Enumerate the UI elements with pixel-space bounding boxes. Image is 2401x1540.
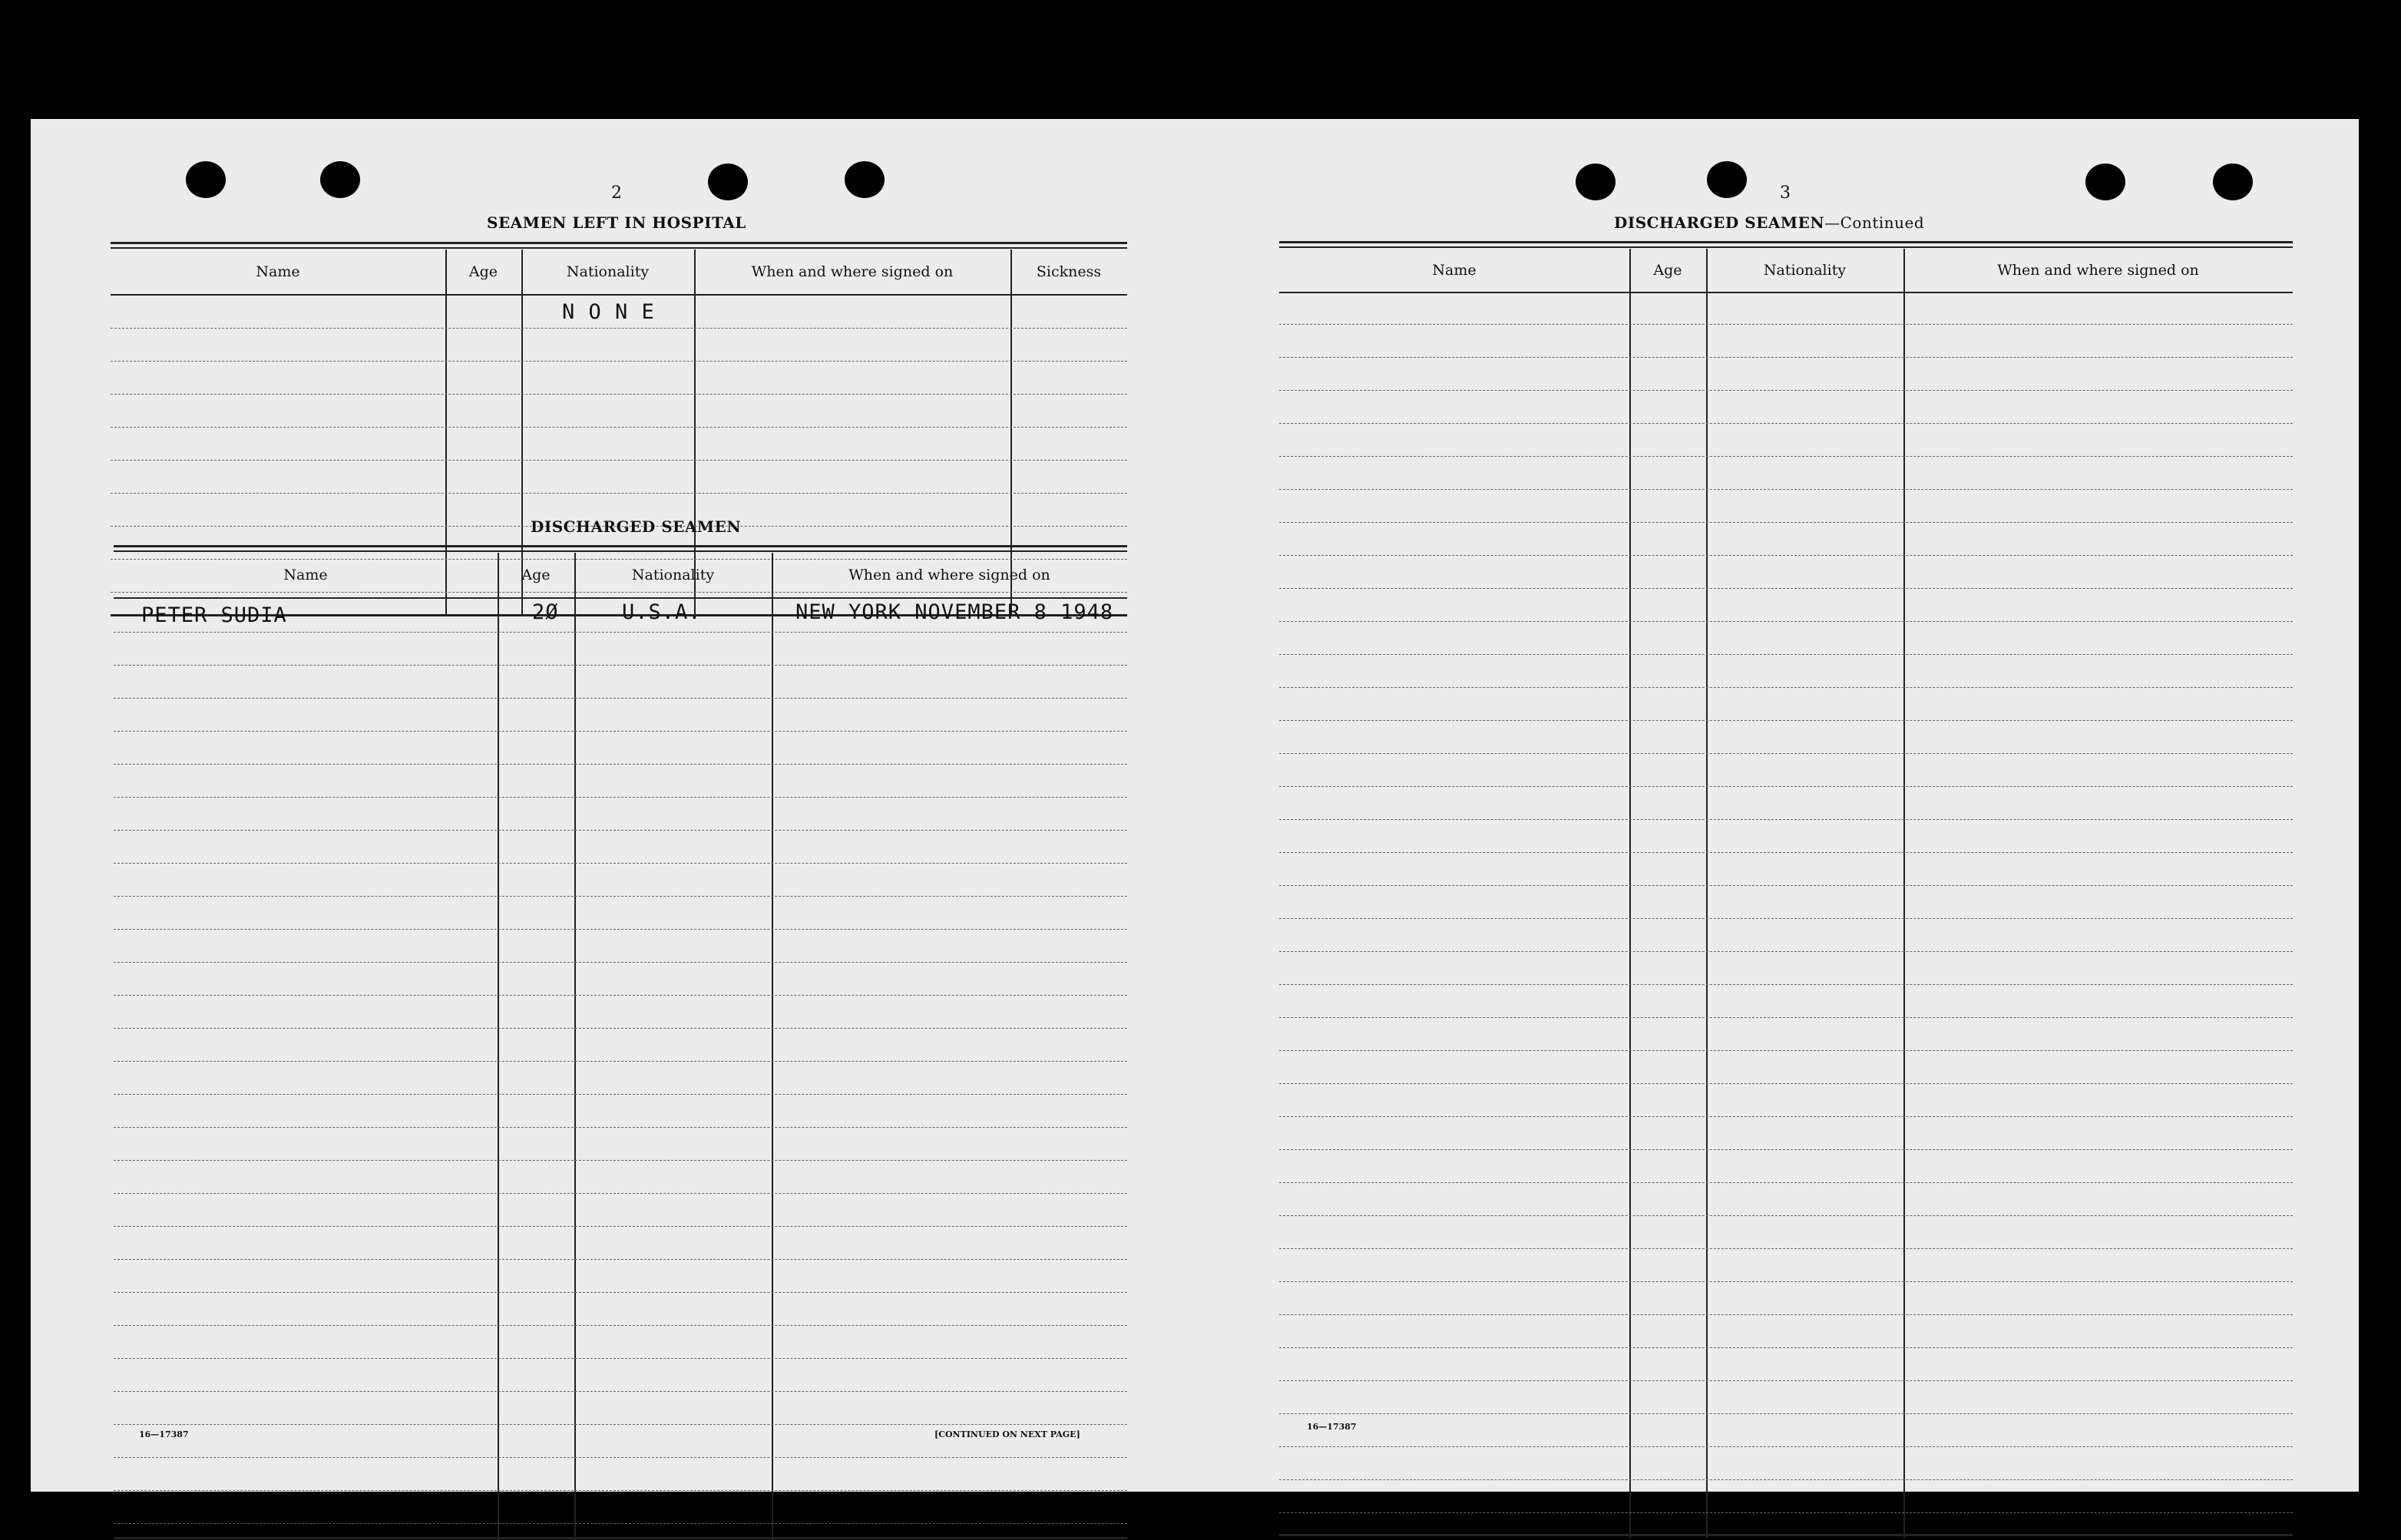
table-row — [114, 665, 1127, 666]
table-row — [111, 493, 1127, 494]
table-row — [1279, 1215, 2293, 1216]
table-row — [114, 1523, 1127, 1524]
table-row — [1279, 1050, 2293, 1051]
table-row — [1279, 588, 2293, 589]
table-row — [1279, 1149, 2293, 1150]
document-sheet — [31, 119, 2359, 1492]
col-header-age: Age — [468, 263, 498, 280]
table-row — [114, 797, 1127, 798]
table-row — [1279, 1479, 2293, 1480]
table-row — [114, 830, 1127, 831]
table-row — [111, 460, 1127, 461]
punch-hole — [1707, 161, 1747, 198]
form-number-right: 16—17387 — [1307, 1422, 1357, 1432]
table-row — [114, 1292, 1127, 1293]
table-row — [114, 896, 1127, 897]
seaman-age: 2Ø — [532, 600, 559, 624]
table-row — [1279, 819, 2293, 820]
table-row — [1279, 1314, 2293, 1315]
table-row — [1279, 687, 2293, 688]
col-header-name: Name — [1432, 262, 1477, 279]
table-row — [114, 929, 1127, 930]
col-header-age: Age — [521, 567, 551, 583]
col-header-signed-on: When and where signed on — [1997, 262, 2199, 279]
col-header-nationality: Nationality — [1763, 262, 1847, 279]
table-row — [1279, 1446, 2293, 1447]
table-row — [1279, 1512, 2293, 1513]
discharged-title: DISCHARGED SEAMEN — [531, 517, 742, 536]
table-row — [114, 698, 1127, 699]
table-row — [114, 1391, 1127, 1392]
table-row — [1279, 423, 2293, 424]
table-row — [1279, 489, 2293, 490]
table-row — [114, 1457, 1127, 1458]
col-header-signed-on: When and where signed on — [751, 263, 954, 280]
discharged-title-continued: —Continued — [1824, 213, 1925, 232]
table-row — [1279, 1116, 2293, 1117]
col-header-name: Name — [283, 567, 328, 583]
table-row — [1279, 1248, 2293, 1249]
table-row — [1279, 390, 2293, 391]
table-row — [114, 1127, 1127, 1128]
punch-hole — [186, 161, 226, 198]
table-row — [114, 1028, 1127, 1029]
table-row — [1279, 1281, 2293, 1282]
discharged-continued-title — [1614, 213, 1924, 232]
table-row — [114, 632, 1127, 633]
table-row — [1279, 555, 2293, 556]
table-row — [111, 427, 1127, 428]
table-row — [114, 1193, 1127, 1194]
punch-hole — [320, 161, 360, 198]
seaman-nationality: U.S.A. — [622, 600, 702, 624]
table-row — [111, 394, 1127, 395]
table-row — [1279, 1182, 2293, 1183]
table-row — [114, 1259, 1127, 1260]
seaman-signed-on: NEW YORK NOVEMBER 8 1948 — [795, 600, 1114, 624]
table-row — [111, 328, 1127, 329]
col-header-sickness: Sickness — [1036, 263, 1102, 280]
table-row — [1279, 720, 2293, 721]
col-header-signed-on: When and where signed on — [848, 567, 1050, 583]
table-row — [1279, 786, 2293, 787]
continued-note: [CONTINUED ON NEXT PAGE] — [934, 1429, 1080, 1439]
col-header-nationality: Nationality — [566, 263, 650, 280]
table-row — [1279, 1380, 2293, 1381]
table-row — [114, 1358, 1127, 1359]
discharged-title-main: DISCHARGED SEAMEN — [1614, 213, 1825, 232]
table-row — [1279, 984, 2293, 985]
table-row — [114, 863, 1127, 864]
table-row — [1279, 522, 2293, 523]
table-row — [1279, 951, 2293, 952]
punch-hole — [2085, 164, 2125, 200]
punch-hole — [1576, 164, 1616, 200]
page-number-left: 2 — [611, 183, 622, 203]
col-header-nationality: Nationality — [631, 567, 715, 583]
form-number-left: 16—17387 — [139, 1429, 189, 1439]
table-row — [114, 764, 1127, 765]
table-row — [1279, 1083, 2293, 1084]
table-row — [114, 1490, 1127, 1491]
table-row — [114, 1325, 1127, 1326]
hospital-entry-none: N O N E — [562, 300, 655, 324]
table-row — [1279, 852, 2293, 853]
table-row — [1279, 1413, 2293, 1414]
page-number-right: 3 — [1780, 183, 1791, 203]
table-row — [114, 1094, 1127, 1095]
table-row — [111, 361, 1127, 362]
table-row — [1279, 753, 2293, 754]
table-row — [114, 1061, 1127, 1062]
table-row — [114, 962, 1127, 963]
punch-hole — [2213, 164, 2253, 200]
table-row — [114, 1424, 1127, 1425]
hospital-title: SEAMEN LEFT IN HOSPITAL — [487, 213, 746, 232]
table-row — [1279, 324, 2293, 325]
table-row — [1279, 1347, 2293, 1348]
table-row — [1279, 456, 2293, 457]
table-row — [1279, 654, 2293, 655]
table-row — [1279, 621, 2293, 622]
table-row — [114, 731, 1127, 732]
col-header-name: Name — [256, 263, 300, 280]
discharged-continued-table — [1279, 241, 2293, 1538]
punch-hole — [708, 164, 748, 200]
table-row — [1279, 357, 2293, 358]
table-row — [1279, 885, 2293, 886]
discharged-table — [114, 545, 1127, 1540]
table-row — [114, 1226, 1127, 1227]
table-row — [114, 1160, 1127, 1161]
table-row — [114, 995, 1127, 996]
punch-hole — [845, 161, 885, 198]
seaman-name: PETER SUDIA — [141, 603, 287, 627]
col-header-age: Age — [1653, 262, 1682, 279]
table-row — [1279, 918, 2293, 919]
table-row — [1279, 1017, 2293, 1018]
